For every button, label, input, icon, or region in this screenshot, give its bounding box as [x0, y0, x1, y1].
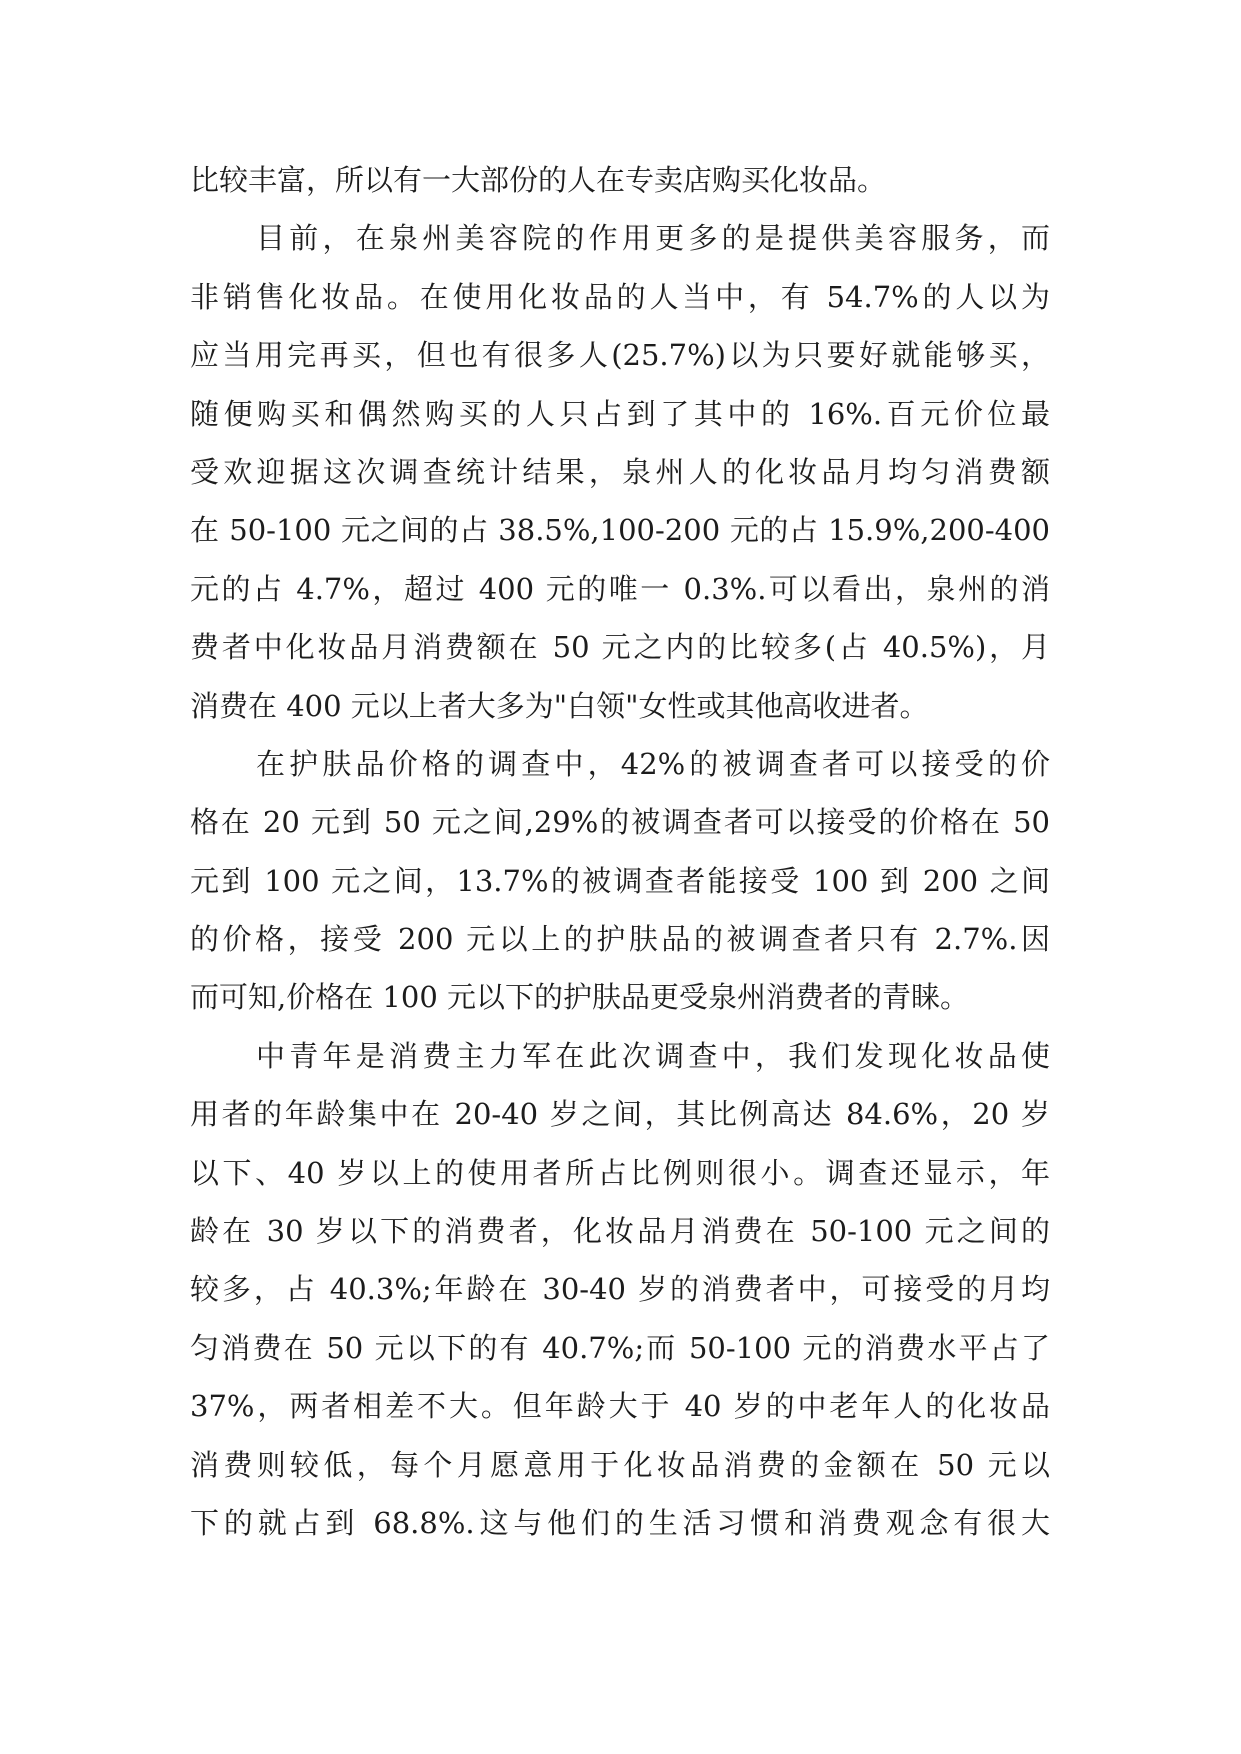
text-line: 消费则较低，每个月愿意用于化妆品消费的金额在 50 元以 — [190, 1447, 1050, 1482]
text-line: 较多，占 40.3%;年龄在 30-40 岁的消费者中，可接受的月均 — [190, 1272, 1050, 1307]
text-line: 用者的年龄集中在 20-40 岁之间，其比例高达 84.6%，20 岁 — [190, 1097, 1050, 1132]
text-line: 元的占 4.7%，超过 400 元的唯一 0.3%.可以看出，泉州的消 — [190, 571, 1050, 606]
paragraph-first-line: 在护肤品价格的调查中，42%的被调查者可以接受的价 — [256, 746, 1050, 781]
text-line: 随便购买和偶然购买的人只占到了其中的 16%.百元价位最 — [190, 396, 1050, 431]
text-line: 37%，两者相差不大。但年龄大于 40 岁的中老年人的化妆品 — [190, 1389, 1050, 1424]
text-line: 应当用完再买，但也有很多人(25.7%)以为只要好就能够买， — [190, 338, 1050, 373]
text-line: 以下、40 岁以上的使用者所占比例则很小。调查还显示，年 — [190, 1155, 1050, 1190]
text-line: 消费在 400 元以上者大多为"白领"女性或其他高收进者。 — [190, 688, 929, 723]
document-body — [190, 151, 1050, 1552]
text-line: 元到 100 元之间，13.7%的被调查者能接受 100 到 200 之间 — [190, 863, 1050, 898]
text-line: 在 50-100 元之间的占 38.5%,100-200 元的占 15.9%,200-400 — [190, 513, 1050, 548]
text-line: 的价格，接受 200 元以上的护肤品的被调查者只有 2.7%.因 — [190, 922, 1050, 957]
text-line: 受欢迎据这次调查统计结果，泉州人的化妆品月均匀消费额 — [190, 454, 1050, 489]
text-line: 非销售化妆品。在使用化妆品的人当中，有 54.7%的人以为 — [190, 279, 1050, 314]
paragraph-first-line: 中青年是消费主力军在此次调查中，我们发现化妆品使 — [256, 1038, 1050, 1073]
text-line: 费者中化妆品月消费额在 50 元之内的比较多(占 40.5%)，月 — [190, 630, 1050, 665]
text-line: 格在 20 元到 50 元之间,29%的被调查者可以接受的价格在 50 — [190, 805, 1050, 840]
text-line: 比较丰富，所以有一大部份的人在专卖店购买化妆品。 — [190, 163, 887, 197]
paragraph-first-line: 目前，在泉州美容院的作用更多的是提供美容服务，而 — [256, 221, 1050, 256]
text-line: 匀消费在 50 元以下的有 40.7%;而 50-100 元的消费水平占了 — [190, 1330, 1050, 1365]
text-line: 龄在 30 岁以下的消费者，化妆品月消费在 50-100 元之间的 — [190, 1214, 1050, 1249]
text-line: 而可知,价格在 100 元以下的护肤品更受泉州消费者的青睐。 — [190, 980, 970, 1015]
text-line: 下的就占到 68.8%.这与他们的生活习惯和消费观念有很大 — [190, 1505, 1050, 1540]
